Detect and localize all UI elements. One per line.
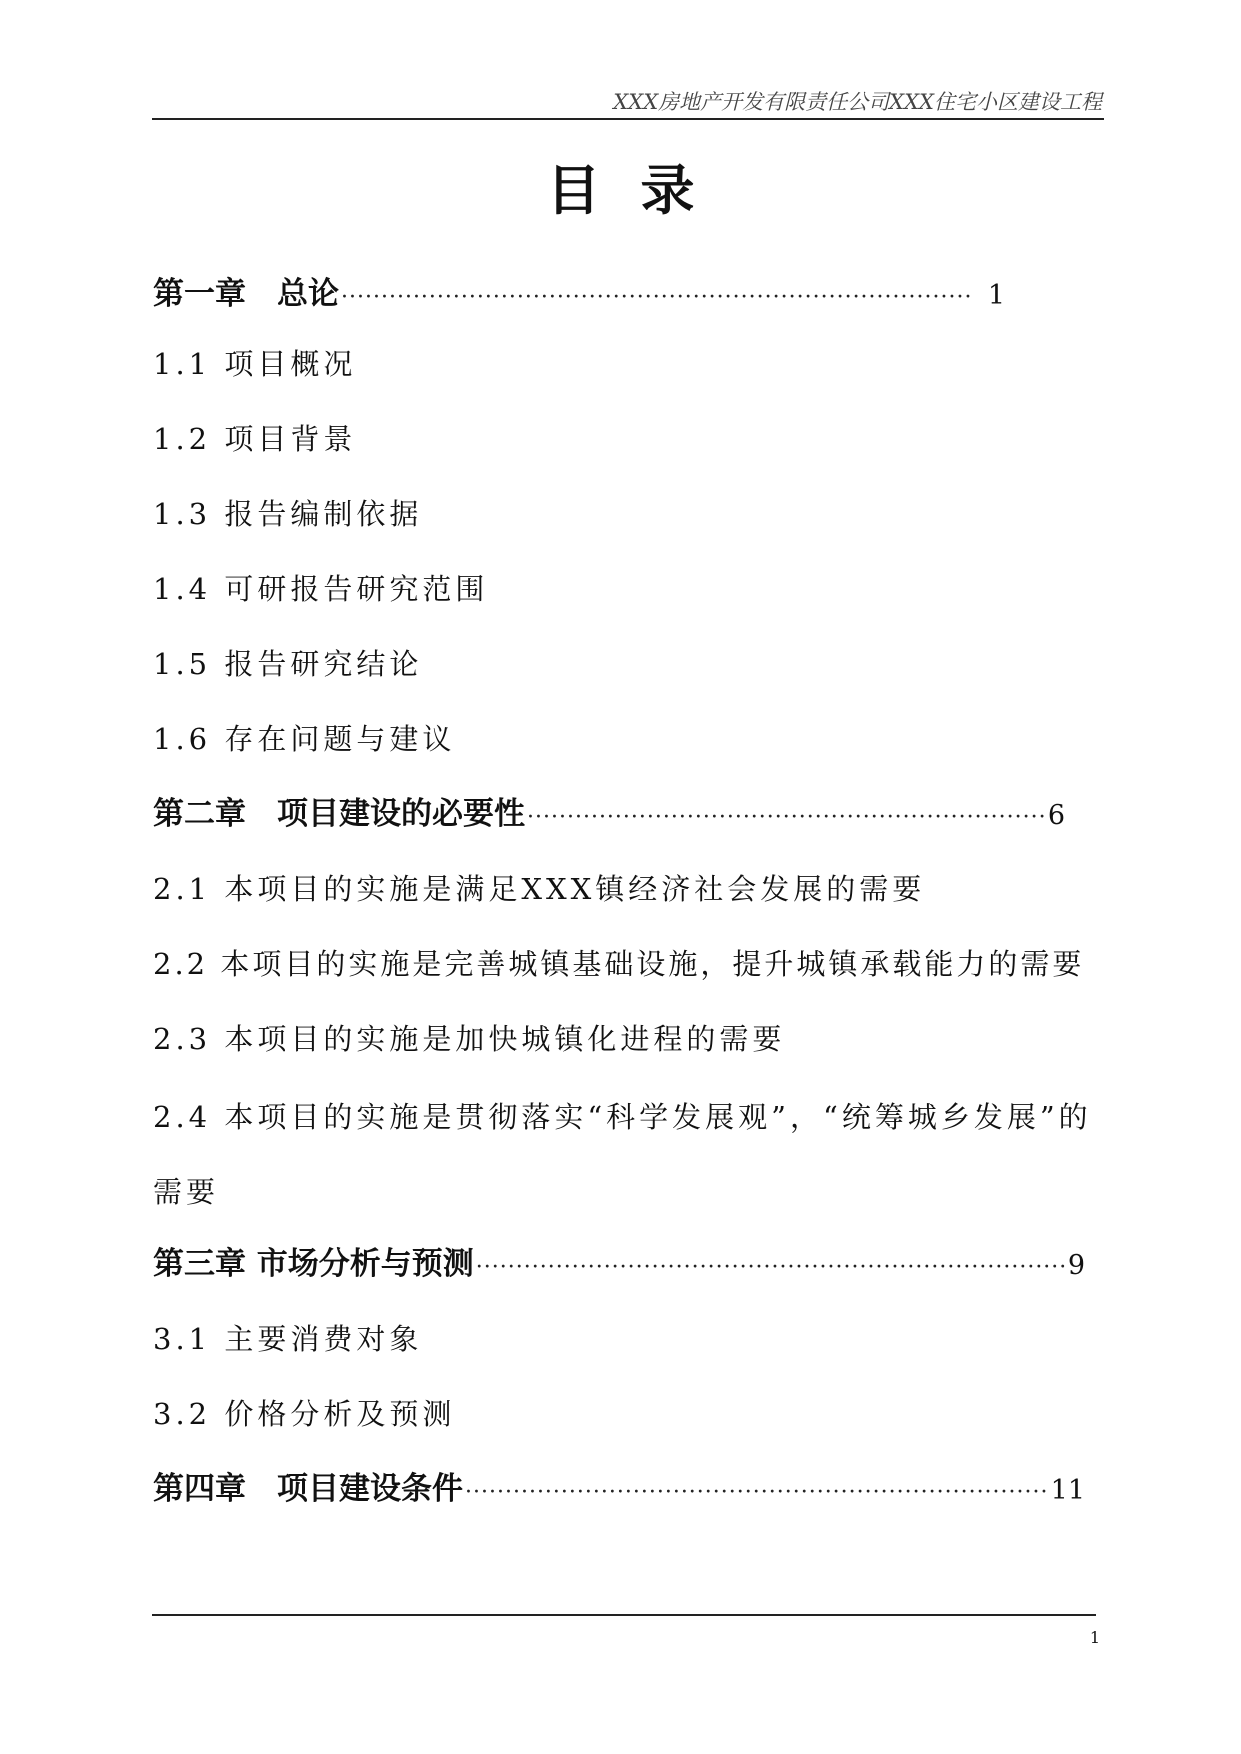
toc-page-number: 11 [1050,1475,1085,1506]
toc-section-2-1[interactable]: 2.1 本项目的实施是满足XXX镇经济社会发展的需要 [153,872,926,906]
toc-section-1-4[interactable]: 1.4 可研报告研究范围 [153,572,489,606]
toc-section-1-2[interactable]: 1.2 项目背景 [153,422,357,456]
toc-section-1-1[interactable]: 1.1 项目概况 [153,347,357,381]
toc-chapter-label: 第三章 市场分析与预测 [153,1246,474,1282]
toc-chapter-label: 第一章 总论 [153,276,339,312]
toc-chapter-label: 第二章 项目建设的必要性 [153,796,525,832]
toc-section-1-5[interactable]: 1.5 报告研究结论 [153,647,423,681]
dot-leader [341,285,974,310]
footer-divider [152,1614,1096,1616]
toc-section-1-3[interactable]: 1.3 报告编制依据 [153,497,423,531]
dot-leader [527,805,1046,830]
running-header: XXX房地产开发有限责任公司XXX住宅小区建设工程 [613,90,1102,114]
toc-section-2-4[interactable]: 2.4 本项目的实施是贯彻落实“科学发展观”，“统筹城乡发展”的需要 [153,1100,1092,1209]
toc-chapter-label: 第四章 项目建设条件 [153,1471,463,1507]
toc-section-2-3[interactable]: 2.3 本项目的实施是加快城镇化进程的需要 [153,1022,786,1056]
toc-chapter-3[interactable] [153,1238,1085,1283]
toc-section-2-2[interactable]: 2.2 本项目的实施是完善城镇基础设施，提升城镇承载能力的需要 [153,947,1085,981]
dot-leader [465,1480,1049,1505]
page-number: 1 [1089,1628,1100,1647]
toc-section-3-1[interactable]: 3.1 主要消费对象 [153,1322,423,1356]
toc-page-number: 9 [1067,1250,1085,1281]
toc-page-number: 1 [987,280,1005,311]
toc-title: 目录 [546,159,735,222]
toc-section-3-2[interactable]: 3.2 价格分析及预测 [153,1397,456,1431]
header-divider [152,118,1104,120]
toc-chapter-2[interactable] [153,788,1065,833]
toc-chapter-4[interactable] [153,1463,1085,1508]
toc-chapter-1[interactable] [153,268,1005,313]
toc-section-1-6[interactable]: 1.6 存在问题与建议 [153,722,456,756]
dot-leader [476,1255,1066,1280]
toc-page-number: 6 [1047,800,1065,831]
